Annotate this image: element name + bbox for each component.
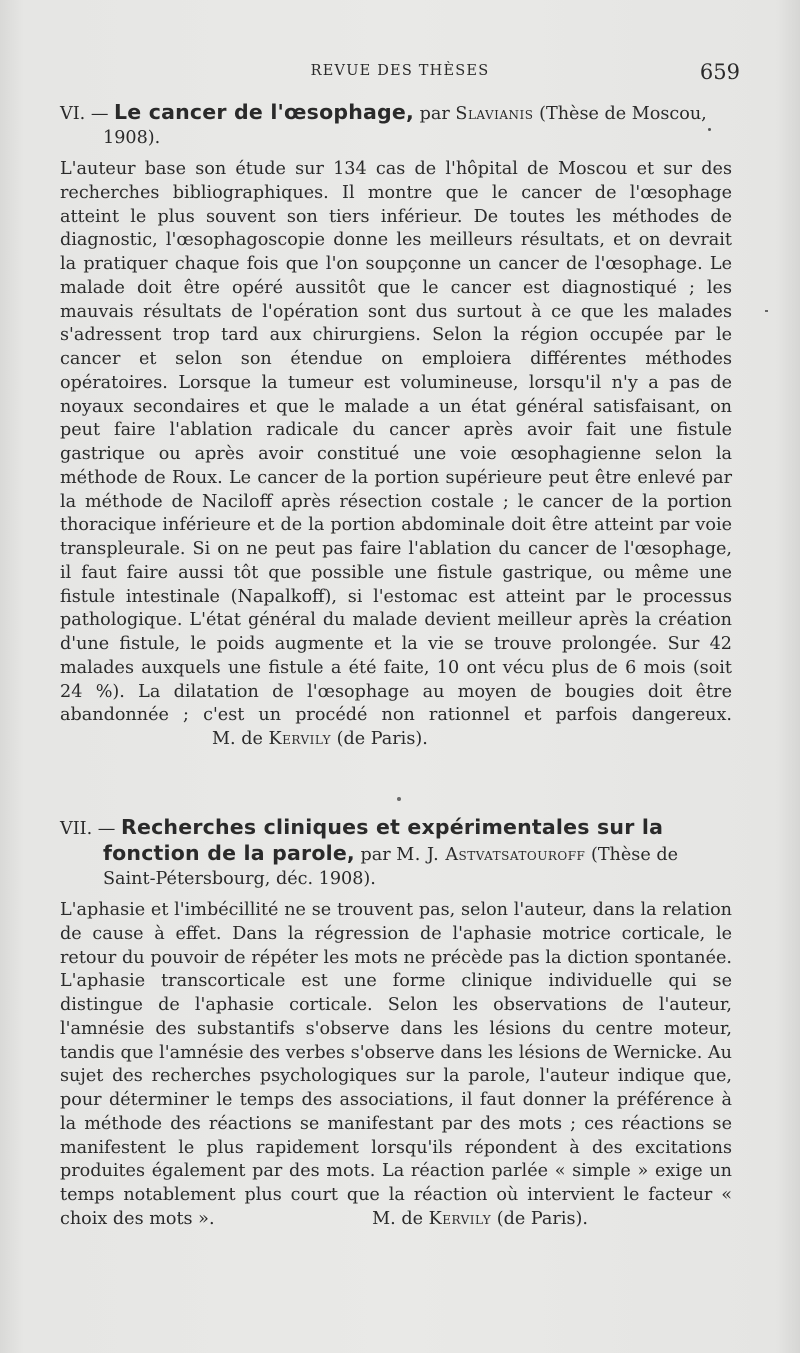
signature-prefix: M. de xyxy=(372,1208,424,1229)
article-author: Slavianis xyxy=(455,104,534,124)
article-vi xyxy=(60,100,732,752)
article-body xyxy=(60,899,732,1232)
page-number: 659 xyxy=(699,60,740,84)
article-vii xyxy=(60,815,732,1232)
article-heading xyxy=(60,100,732,150)
separator-dot xyxy=(397,797,401,801)
article-signature xyxy=(212,728,428,752)
article-author: M. J. Astvatsatouroff xyxy=(396,845,586,865)
article-heading xyxy=(60,815,732,891)
signature-place: (de Paris). xyxy=(336,729,428,749)
signature-place: (de Paris). xyxy=(496,1208,588,1229)
article-signature xyxy=(372,1208,588,1232)
print-speck xyxy=(765,310,768,312)
running-title: REVUE DES THÈSES xyxy=(310,63,490,79)
article-number: VII. — xyxy=(60,819,116,839)
article-by: par xyxy=(360,845,391,865)
article-title: Le cancer de l'œsophage, xyxy=(114,100,415,124)
article-body xyxy=(60,158,732,752)
article-source: (Thèse de Saint-Pétersbourg, déc. 1908). xyxy=(103,845,679,889)
article-body-text: L'aphasie et l'imbécillité ne se trouvent pas, selon l'auteur, dans la relation de cause à effet. Dans la régression de l'aphasie motrice corticale, le retour du pouvoir de répéter les mots ne précède pas la diction spontanée. L'aphasie transcorticale est une forme clinique individuelle qui se distingue de l'aphasie corticale. Selon les observations de l'auteur, l'amnésie des substantifs s'observe dans les lésions du centre moteur, tandis que l'amnésie des verbes s'observe dans les lésions de Wernicke. Au sujet des recherches psychologiques sur la parole, l'auteur indique que, pour déterminer le temps des associations, il faut donner la préférence à la méthode des réactions se manifestant par des mots ; ces réactions se manifestent le plus rapidement lorsqu'ils répondent à des excitations produites également par des mots. La réaction parlée « simple » exige un temps notablement plus court que la réaction où intervient le facteur « choix des mots ». xyxy=(60,900,732,1229)
article-body-text: L'auteur base son étude sur 134 cas de l'hôpital de Moscou et sur des recherches bibliographiques. Il montre que le cancer de l'œsophage atteint le plus souvent son tiers inférieur. De toutes les méthodes de diagnostic, l'œsophagoscopie donne les meilleurs résultats, et on devrait la pratiquer chaque fois que l'on soupçonne un cancer de l'œsophage. Le malade doit être opéré aussitôt que le cancer est diagnostiqué ; les mauvais résultats de l'opération sont dus surtout à ce que les malades s'adressent trop tard aux chirurgiens. Selon la région occupée par le cancer et selon son étendue on emploiera différentes méthodes opératoires. Lorsque la tumeur est volumineuse, lorsqu'il n'y a pas de noyaux secondaires et que le malade a un état général satisfaisant, on peut faire l'ablation radicale du cancer après avoir fait une fistule gastrique ou après avoir constitué une voie œsophagienne selon la méthode de Roux. Le cancer de la portion supérieure peut être enlevé par la méthode de Naciloff après résection costale ; le cancer de la portion thoracique inférieure et de la portion abdominale doit être atteint par voie transpleurale. Si on ne peut pas faire l'ablation du cancer de l'œsophage, il faut faire aussi tôt que possible une fistule gastrique, ou même une fistule intestinale (Napalkoff), si l'estomac est atteint par le processus pathologique. L'état général du malade devient meilleur après la création d'une fistule, le poids augmente et la vie se trouve prolongée. Sur 42 malades auxquels une fistule a été faite, 10 ont vécu plus de 6 mois (soit 24 %). La dilatation de l'œsophage au moyen de bougies doit être abandonnée ; c'est un procédé non rationnel et parfois dangereux. xyxy=(60,159,732,726)
signature-name: Kervily xyxy=(268,729,332,749)
signature-name: Kervily xyxy=(428,1208,492,1229)
signature-prefix: M. de xyxy=(212,729,263,749)
article-number: VI. — xyxy=(60,104,109,124)
page-header xyxy=(60,60,740,88)
article-source: (Thèse de Moscou, 1908). xyxy=(103,104,707,148)
article-title: Recherches cliniques et expérimentales sur la fonction de la parole, xyxy=(103,815,664,865)
article-by: par xyxy=(419,104,450,124)
